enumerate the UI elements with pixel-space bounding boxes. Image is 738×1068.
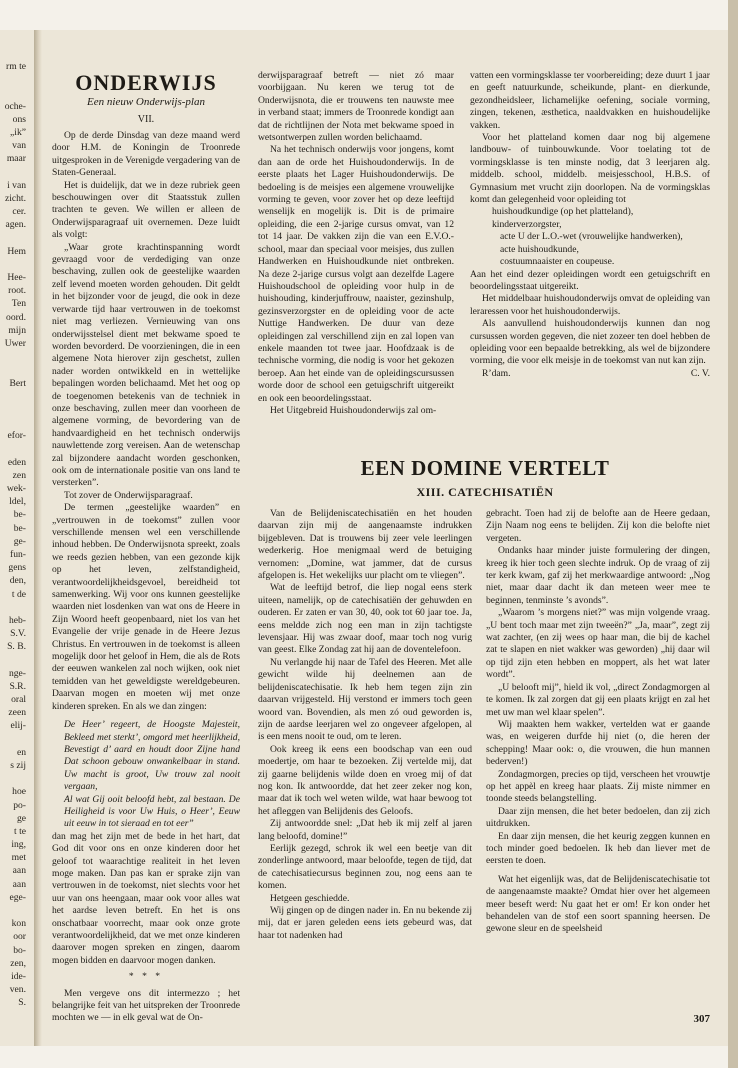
paragraph: Ook kreeg ik eens een boodschap van een oud moedertje, om haar te bezoeken. Zij vertelde mij, dat zij gaarne belijdenis wilde doen en vroeg mij of dat nog kon. Ik antwoordde, dat het zeer zeker nog kon, maar dat ik toch wel weten wilde, wat haar bewoog tot het afleggen van Belijdenis des Geloofs. <box>258 743 472 817</box>
facing-page-line: s zij <box>10 759 26 771</box>
paragraph: Hetgeen geschiedde. <box>270 892 350 904</box>
facing-page-line: Ten <box>11 298 26 310</box>
facing-page-line: „ik” <box>10 126 26 138</box>
column-2 <box>258 70 454 417</box>
facing-page-line: bo- <box>13 944 26 956</box>
paragraph: Eerlijk gezegd, schrok ik wel een beetje van dit zonderlinge antwoord, maar beloofde, tegen de tijd, dat de catechisatiecursus beginnen zou, nog eens aan te komen. <box>258 842 472 892</box>
facing-page-line: oord. <box>6 311 26 323</box>
signature-initials: C. V. <box>690 367 710 379</box>
paragraph: Na het technisch onderwijs voor jongens, komt dan aan de orde het Huishoudonderwijs. In de eerste plaats het Lager Huishoudonderwijs. De bedoeling is de meisjes een algemene vrouwelijke vorming te geven, voor zover het op deze leeftijd wenselijk en mogelijk is. Dit is de primaire opleiding, die een 2-jarige cursus omvat, van 12 tot 14 jaar. De vakken zijn die van een E.V.O.-school, maar dan speciaal voor meisjes, dus zullen Handwerken en Huishoudkunde niet ontbreken. Na deze 2-jarige cursus volgt aan dezelfde Lagere Huishoudschool de opleiding voor hulp in de huishouding, kinderjuffrouw, naaister, gezinshulp, gezinsverzorgster en de opleiding voor de acte Nuttige Handwerken. De duur van deze opleidingen zal verschillend zijn en zal lopen van enkele maanden tot twee jaar. Hoofdzaak is de technische vorming, die nodig is voor het gekozen beroep. Aan het einde van de opleidingscursussen worde door de school een getuigschrift uitgereikt en ook een beoordelingsstaat. <box>258 144 454 404</box>
facing-page-line: aan <box>12 865 26 877</box>
facing-page-line: Bert <box>9 377 26 389</box>
quote-paragraph: „Waar grote krachtinspanning wordt gevraagd voor de verdediging van onze beschaving, zullen ook de geestelijke waarden zelf levend moeten worden gehouden. Dit geldt in het bijzonder voor de jeugd, die ook in deze verwarde tijd haar vertrouwen in de toekomst niet mag verliezen. Vernieuwing van ons onderwijsstelsel dient met bekwame spoed te worden bevorderd. De voorzieningen, die in een algemene Nota hierover zijn geschetst, zullen nader worden ontwikkeld en in wettelijke bepalingen worden belichaamd. Met het oog op de toegenomen betekenis van de techniek in onze beschaving, zullen meer dan voorheen de algemene vorming, de bevordering van de handvaardigheid en het technisch onderwijs nauwlettende zorg vereisen. Aan de wetenschap zal bijzondere aandacht worden geschonken, ook om de internationale positie van ons land te versterken”. <box>52 241 240 489</box>
paragraph: Van de Belijdeniscatechisatiën en het houden daarvan zijn mij de aangenaamste indrukken bijgebleven. Dat is trouwens bij zeer vele leerlingen wederkerig. Hoe menigmaal werd de betuiging vernomen: „Domine, wat jammer, dat de cursus afgelopen is. Het wekelijks uur placht om te vliegen”. <box>258 508 472 582</box>
paragraph: Men vergeve ons dit intermezzo ; het belangrijke feit van het uitspreken der Troonrede mochten we — in elk geval wat de On- <box>52 987 240 1024</box>
facing-page-line: eden <box>7 456 26 468</box>
facing-page-line: den, <box>9 575 26 587</box>
column-1 <box>52 130 240 1025</box>
facing-page-line: S. B. <box>7 641 26 653</box>
facing-page-line <box>0 86 34 99</box>
paragraph: Zondagmorgen, precies op tijd, verscheen het vrouwtje op het appèl en kreeg haar plaats. Zij miste nimmer en toonde steeds belangstelling. <box>486 768 710 805</box>
paragraph: Wat de leeftijd betrof, die liep nogal eens sterk uiteen, namelijk, op de catechisatiën der gehuwden en ouderen. Er zaten er van 30, 40, ook tot 60 jaar toe. Ja, eens meldde zich nog een man in zijn tachtigste levensjaar. Hij was zwaar doof, maar toch nog vurig van geest. Elke Zondag zat hij aan de doventelefoon. <box>258 582 472 656</box>
facing-page-line: aan <box>12 878 26 890</box>
facing-page-line <box>0 73 34 86</box>
facing-page-line <box>0 403 34 416</box>
facing-page-line: van <box>12 140 26 152</box>
facing-page-line <box>0 653 34 666</box>
page-number: 307 <box>693 1013 710 1025</box>
facing-page-line: ege- <box>9 891 26 903</box>
facing-page-fragment <box>0 60 34 1009</box>
facing-page-line: ge <box>16 812 26 824</box>
facing-page-line: S. <box>18 997 26 1009</box>
paragraph: Tot zover de Onderwijsparagraaf. <box>64 489 193 501</box>
facing-page-line: nge- <box>8 667 26 679</box>
facing-page-line: zen <box>12 469 26 481</box>
facing-page-line <box>0 904 34 917</box>
facing-page-line <box>0 350 34 363</box>
paragraph: Daar zijn mensen, die het beter bedoelen, dan zij zich uitdrukken. <box>486 805 710 830</box>
facing-page-line: t te <box>14 825 26 837</box>
paragraph: derwijsparagraaf betreft — niet zó maar voorbijgaan. Nu keren we terug tot de Onderwijsnota, die er trouwens ten nauwste mee in verband staat; immers de Troonrede kondigt aan dat de richtlijnen der Nota met bekwame spoed in wetsontwerpen zullen worden belichaamd. <box>258 70 454 144</box>
column-5 <box>486 508 710 936</box>
facing-page-line <box>0 772 34 785</box>
facing-page-line: root. <box>8 285 26 297</box>
facing-page-line: fun- <box>10 548 26 560</box>
facing-page-line: hoe <box>12 786 26 798</box>
page-bottom-edge <box>0 1046 738 1068</box>
paragraph: Het middelbaar huishoudonderwijs omvat de opleiding van leraressen voor het huishoudonderwijs. <box>470 293 710 317</box>
facing-page-line: ge- <box>13 535 26 547</box>
facing-page-line: en <box>16 746 26 758</box>
article-2-subtitle: XIII. CATECHISATIËN <box>416 485 554 499</box>
paragraph: Als aanvullend huishoudonderwijs kunnen dan nog cursussen worden gegeven, die niet zozeer ten doel hebben de opleiding voor een bepaalde betrekking, als wel de bijzondere vorming, die voor elk meisje in de toekomst van nut kan zijn. <box>470 318 710 367</box>
paragraph: En daar zijn mensen, die het keurig zeggen kunnen en toch minder goed bedoelen. Ik heb dan liever met de eersten te doen. <box>486 830 710 867</box>
facing-page-line: zicht. <box>4 192 26 204</box>
facing-page-line: i van <box>7 179 26 191</box>
facing-page-line: maar <box>6 153 26 165</box>
psalm-verse: Al wat Gij ooit beloofd hebt, zal bestaan. De Heiligheid is voor Uw Huis, o Heer’, Eeuw uit eeuw in tot sieraad en tot eer” <box>64 793 240 830</box>
facing-page-line: S.V. <box>10 628 26 640</box>
paragraph: „Waarom ’s morgens niet?” was mijn volgende vraag. „U bent toch maar met zijn tweeën?” „Ja, maar”, zegt zij wat zachter, (en zij wees op haar man, die bij de kachel zat te slapen en niet wakker was geworden) „hij daar wil op tijd zijn eten hebben en moppert, als het wat later wordt”. <box>486 607 710 681</box>
page-top-edge <box>0 0 738 30</box>
paragraph: Wij gingen op de dingen nader in. En nu bekende zij mij, dat er jaren geleden eens iets gebeurd was, dat haar tot nadenken had <box>258 905 472 941</box>
paragraph: vatten een vormingsklasse ter voorbereiding; deze duurt 1 jaar en geeft natuurkunde, scheikunde, plant- en dierkunde, gezondheidsleer, lichamelijke oefening, sociale vorming, zingen, tekenen, æsthetica, naaldvakken en huishoudelijke vakken. <box>470 70 710 131</box>
facing-page-line <box>0 363 34 376</box>
facing-page-line: ldel, <box>9 496 26 508</box>
paragraph: Wat het eigenlijk was, dat de Belijdeniscatechisatie tot de aangenaamste maakte? Omdat hier over het algemeen meer beseft werd: Nu gaat het er om! Er kon onder het behandelen van de stof een soort spanning heersen. De gewone sleur en de speelsheid <box>486 873 710 935</box>
paragraph: Aan het eind dezer opleidingen wordt een getuigschrift en beoordelingsstaat uitgereikt. <box>470 268 710 292</box>
paragraph: Voor het platteland komen daar nog bij algemene landbouw- of tuinbouwkunde. Voor toelating tot de vormingsklasse is ten minste nodig, dat 3 leerjaren alg. middelb. school, middelb. meisjesschool, H.B.S. of Gymnasium met vrucht zijn doorlopen. Na de vormingsklas komt dan gelegenheid voor opleiding tot <box>470 132 710 206</box>
list-item: costuumnaaister en coupeuse. <box>500 256 615 268</box>
facing-page-line: efor- <box>7 430 26 442</box>
facing-page-line <box>0 166 34 179</box>
facing-page-line: elij- <box>10 720 26 732</box>
facing-page-line <box>0 231 34 244</box>
paragraph: Het is duidelijk, dat we in deze rubriek geen beschouwingen over dit Staatsstuk zullen trachten te geven. We willen er alleen de Onderwijsparagraaf uit overnemen. Deze luidt als volgt: <box>52 179 240 241</box>
paragraph: De termen „geestelijke waarden” en „vertrouwen in de toekomst” zullen voor verschillende mensen wel een verschillende inhoud hebben. De Onderwijsnota spreekt, zoals we reeds gezien hebben, van een gezonde kijk op het leven, zelfstandigheid, verantwoordelijkheidsgevoel, bereidheid tot samenwerking. Wij voor ons kunnen geestelijke waarden niet losdenken van wat ons de Heere in Zijn Woord heeft geopenbaard, niet los van het Evangelie der vrije genade in de Heere Jezus Christus. En vertrouwen in de toekomst is alleen mogelijk door het geloof in Hem, die als de Rots der eeuwen wankelen zal noch wijken, ook niet temidden van het geweldigste wereldgebeuren. Daarvan mogen en moeten wij met onze kinderen spreken. En als we dan zingen: <box>52 502 240 712</box>
paragraph: „U belooft mij”, hield ik vol, „direct Zondagmorgen al te komen. Ik zal zorgen dat gij een plaats krijgt en zal het met uw man wel klaar spelen”. <box>486 681 710 718</box>
psalm-verse: De Heer’ regeert, de Hoogste Majesteit, Bekleed met sterkt’, omgord met heerlijkheid, Bevestigt d’ aard en houdt door Zijne hand Dat schoon gebouw onwankelbaar in stand. Uw macht is groot, Uw trouw zal nooit vergaan, <box>64 719 240 793</box>
facing-page-line: ide- <box>11 970 26 982</box>
article-section-number: VII. <box>137 114 155 125</box>
signature-place: R’dam. <box>482 367 511 379</box>
paragraph: Nu verlangde hij naar de Tafel des Heeren. Met alle gewicht wilde hij deelnemen aan de belijdeniscatechisatie. Ik heb hem tegen zijn zin daarvan vrijgesteld. Hij verstond er immers toch geen woord van. Bovendien, als men zó oud geworden is, zijn de aardse leerjaren wel zo ongeveer afgelopen, al is een mens nooit te oud, om te leren. <box>258 656 472 743</box>
column-3 <box>470 70 710 382</box>
list-item: acte huishoudkunde, <box>500 243 579 255</box>
article-subtitle: Een nieuw Onderwijs-plan <box>87 96 205 108</box>
paragraph: Het Uitgebreid Huishoudonderwijs zal om- <box>270 404 437 416</box>
facing-page-line <box>0 390 34 403</box>
facing-page-line: ing, <box>11 839 26 851</box>
facing-page-line: ven. <box>9 984 26 996</box>
column-4 <box>258 508 472 942</box>
paragraph: Wij maakten hem wakker, vertelden wat er gaande was, en weigeren durfde hij niet (o, die heren der schepping! Maar ook: o, die vrouwen, die hun mannen bederven!) <box>486 718 710 768</box>
page-right-edge <box>728 0 738 1068</box>
facing-page-line: S.R. <box>9 680 26 692</box>
paragraph: Zij antwoordde snel: „Dat heb ik mij zelf al jaren lang beloofd, domine!” <box>258 818 472 842</box>
facing-page-line: cer. <box>12 206 26 218</box>
facing-page-line: rm te <box>6 61 26 72</box>
facing-page-line: Uwer <box>4 337 26 349</box>
list-item: acte U der L.O.-wet (vrouwelijke handwerken), <box>500 231 683 243</box>
list-item: kinderverzorgster, <box>492 218 562 230</box>
facing-page-line: zeen <box>8 707 26 719</box>
facing-page-line <box>0 601 34 614</box>
facing-page-line: Hee- <box>7 272 26 283</box>
facing-page-line <box>0 733 34 746</box>
facing-page-line: wek- <box>6 483 26 494</box>
facing-page-line: zen, <box>10 957 26 969</box>
facing-page-line: ons <box>12 113 26 125</box>
paragraph: Ondanks haar minder juiste formulering der dingen, kreeg ik hier toch geen slechte indruk. Op de vraag of zij ter kerk kwam, gaf zij het merkwaardige antwoord: „Nog niet, maar daar dacht ik dan meteen weer mee te beginnen, tenminste ’s avonds”. <box>486 545 710 606</box>
facing-page-line: mijn <box>8 324 26 336</box>
paragraph: gebracht. Toen had zij de belofte aan de Heere gedaan, Zijn Naam nog eens te belijden. Zij kon die belofte niet vergeten. <box>486 508 710 544</box>
facing-page-line: oor <box>13 931 26 943</box>
list-item: huishoudkundige (op het platteland), <box>492 206 634 218</box>
article-2-title: EEN DOMINE VERTELT <box>360 456 610 480</box>
facing-page-line <box>0 442 34 455</box>
facing-page-line: t de <box>11 588 26 600</box>
book-gutter <box>34 30 42 1046</box>
facing-page-line: gens <box>8 562 26 574</box>
facing-page-line: be- <box>13 522 26 534</box>
facing-page-line <box>0 258 34 271</box>
facing-page-line: heb- <box>8 614 26 626</box>
facing-page-line: oche- <box>4 100 26 112</box>
facing-page-line: kon <box>11 918 26 930</box>
facing-page-line: Hem <box>7 245 26 257</box>
article-title: ONDERWIJS <box>75 70 217 95</box>
section-separator: * * * <box>128 971 164 983</box>
facing-page-line: agen. <box>5 219 26 231</box>
facing-page-line <box>0 416 34 429</box>
facing-page-line: oral <box>11 694 26 705</box>
paragraph: Op de derde Dinsdag van deze maand werd door H.M. de Koningin de Troonrede uitgesproken in de Verenigde vergadering van de Staten-Generaal. <box>52 130 240 179</box>
facing-page-line: po- <box>13 799 26 811</box>
signature-line <box>470 368 710 382</box>
facing-page-line: met <box>11 852 26 864</box>
paragraph: dan mag het zijn met de bede in het hart, dat God dit voor ons en onze kinderen door het geloof tot waarachtige realiteit in het leven moge maken. Dan pas kan er sprake zijn van vertrouwen in de toekomst, niet slechts voor het uur van ons heengaan, maar ook voor alles wat het aardse leven betreft. En het is ons onschatbaar voorrecht, maar ook onze grote verantwoordelijkheid, dat we met onze kinderen daarover mogen spreken en zingen, daarom mogen bidden en daarvoor mogen danken. <box>52 830 240 966</box>
facing-page-line: be- <box>13 509 26 521</box>
